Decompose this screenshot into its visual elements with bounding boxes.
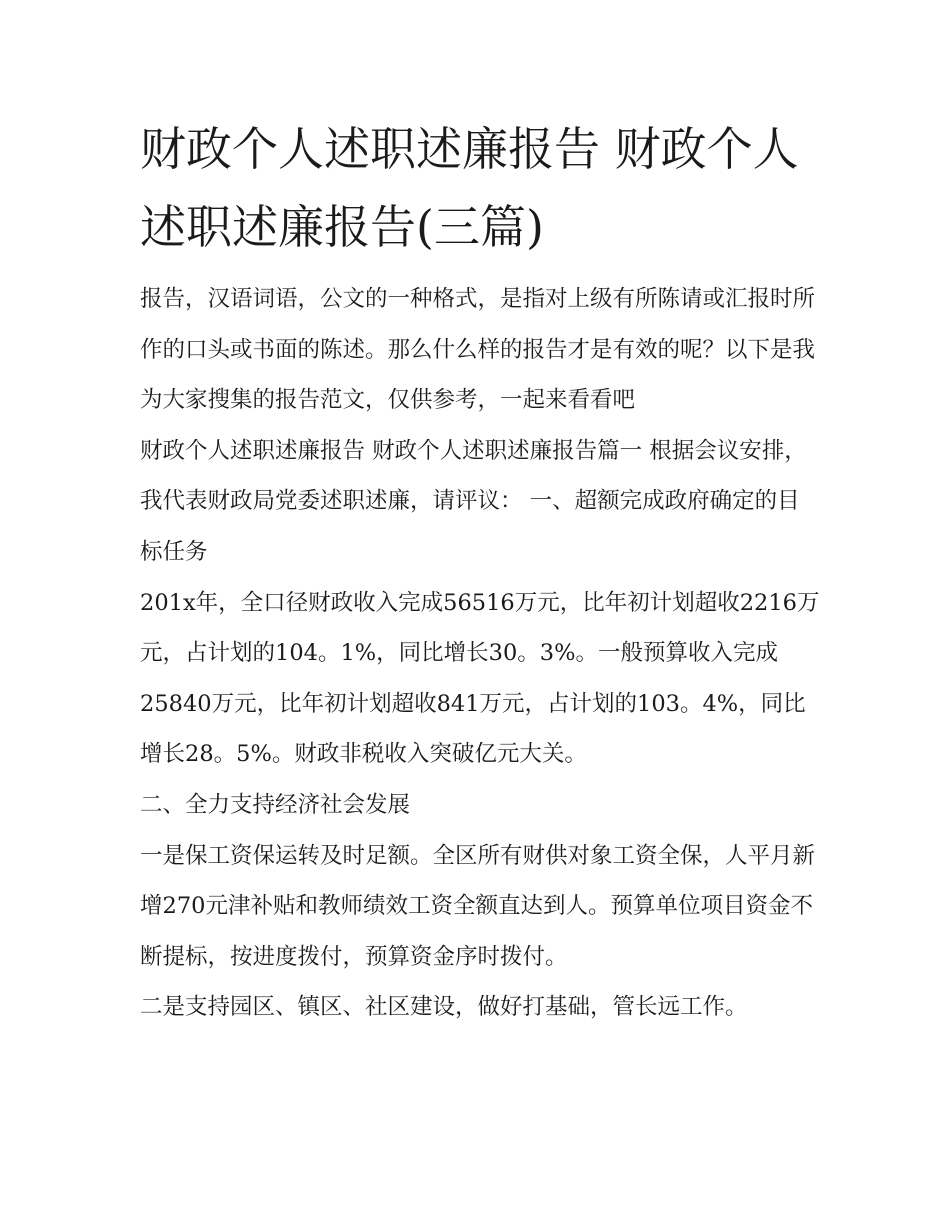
document-page bbox=[140, 110, 820, 1033]
paragraph-opening: 财政个人述职述廉报告 财政个人述职述廉报告篇一 根据会议安排，我代表财政局党委述职述廉，请评议： 一、超额完成政府确定的目标任务 bbox=[140, 437, 807, 565]
section-heading-2: 二、全力支持经济社会发展 bbox=[140, 791, 411, 818]
paragraph-parks: 二是支持园区、镇区、社区建设，做好打基础，管长远工作。 bbox=[140, 994, 748, 1021]
paragraph-intro: 报告，汉语词语，公文的一种格式，是指对上级有所陈请或汇报时所作的口头或书面的陈述。那么什么样的报告才是有效的呢？以下是我为大家搜集的报告范文，仅供参考，一起来看看吧 bbox=[140, 286, 816, 414]
paragraph-revenue: 201x年，全口径财政收入完成56516万元，比年初计划超收2216万元，占计划的104。1%，同比增长30。3%。一般预算收入完成25840万元，比年初计划超收841万元，占计划的103。4%，同比增长28。5%。财政非税收入突破亿元大关。 bbox=[140, 589, 820, 768]
paragraph-wages: 一是保工资保运转及时足额。全区所有财供对象工资全保，人平月新增270元津补贴和教师绩效工资全额直达到人。预算单位项目资金不断提标，按进度拨付，预算资金序时拨付。 bbox=[140, 842, 816, 970]
document-title: 财政个人述职述廉报告 财政个人述职述廉报告(三篇) bbox=[140, 122, 799, 254]
